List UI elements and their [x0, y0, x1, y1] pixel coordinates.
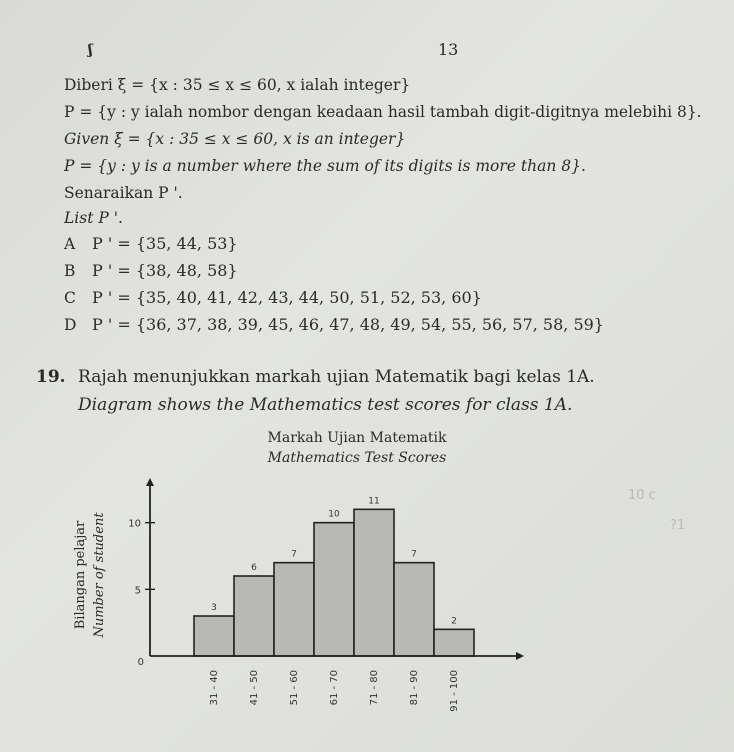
option-b-letter: B — [64, 262, 76, 280]
category-tick-label: 31 - 40 — [209, 670, 220, 706]
category-tick-label: 81 - 90 — [409, 670, 420, 706]
intro-malay-line1: Diberi ξ = {x : 35 ≤ x ≤ 60, x ialah integer} — [64, 76, 411, 94]
y-axis-label-english: Number of student — [92, 512, 107, 638]
chart-title: Markah Ujian Matematik — [267, 430, 447, 446]
category-tick-label: 61 - 70 — [329, 670, 340, 706]
y-tick-label: 10 — [128, 518, 141, 530]
category-tick-label: 41 - 50 — [249, 670, 260, 706]
chart-subtitle: Mathematics Test Scores — [267, 450, 447, 466]
category-tick-label: 91 - 100 — [449, 670, 460, 712]
bar-value-label: 3 — [211, 603, 217, 613]
bar-value-label: 10 — [328, 509, 340, 520]
category-tick-label: 71 - 80 — [369, 670, 380, 706]
intro-english-line2: P = {y : y is a number where the sum of its digits is more than 8}. — [64, 157, 586, 175]
page-number: 13 — [438, 40, 459, 59]
intro-english-line1: Given ξ = {x : 35 ≤ x ≤ 60, x is an integer} — [64, 130, 406, 148]
histogram-bar — [234, 576, 274, 656]
histogram-bar — [314, 523, 354, 656]
corner-mark: ʃ — [88, 42, 93, 58]
question-text-malay: Rajah menunjukkan markah ujian Matematik bagi kelas 1A. — [78, 367, 595, 387]
option-d-letter: D — [64, 316, 77, 334]
option-d-text: P ' = {36, 37, 38, 39, 45, 46, 47, 48, 49, 54, 55, 56, 57, 58, 59} — [92, 315, 604, 334]
option-a-letter: A — [64, 235, 76, 253]
bar-value-label: 11 — [368, 496, 380, 507]
histogram-bar — [394, 563, 434, 656]
histogram-bar — [354, 509, 394, 656]
y-axis-label: Bilangan pelajar — [73, 520, 88, 630]
bar-value-label: 2 — [451, 616, 457, 627]
histogram-bar — [274, 563, 314, 656]
option-a-text: P ' = {35, 44, 53} — [92, 234, 238, 253]
question-number: 19. — [36, 367, 66, 387]
faint-mark-2: ?1 — [670, 518, 686, 533]
y-tick-label: 5 — [134, 585, 141, 597]
y-tick-label: 0 — [137, 657, 144, 668]
intro-malay-line2: P = {y : y ialah nombor dengan keadaan hasil tambah digit-digitnya melebihi 8}. — [64, 103, 702, 121]
x-axis-arrow — [516, 652, 524, 660]
option-b-text: P ' = {38, 48, 58} — [92, 261, 238, 280]
bar-value-label: 6 — [251, 563, 257, 573]
histogram-bar — [194, 616, 234, 656]
histogram-bar — [434, 629, 474, 656]
instruction-malay: Senaraikan P '. — [64, 184, 183, 202]
y-axis-arrow — [146, 478, 154, 486]
question-text-english: Diagram shows the Mathematics test scores for class 1A. — [78, 395, 573, 415]
option-c-letter: C — [64, 289, 76, 307]
category-tick-label: 51 - 60 — [289, 670, 300, 706]
faint-mark-1: 10 c — [628, 488, 656, 503]
bar-value-label: 7 — [411, 549, 417, 560]
bar-value-label: 7 — [291, 549, 297, 560]
option-c-text: P ' = {35, 40, 41, 42, 43, 44, 50, 51, 52, 53, 60} — [92, 288, 482, 307]
instruction-english: List P '. — [64, 209, 123, 227]
